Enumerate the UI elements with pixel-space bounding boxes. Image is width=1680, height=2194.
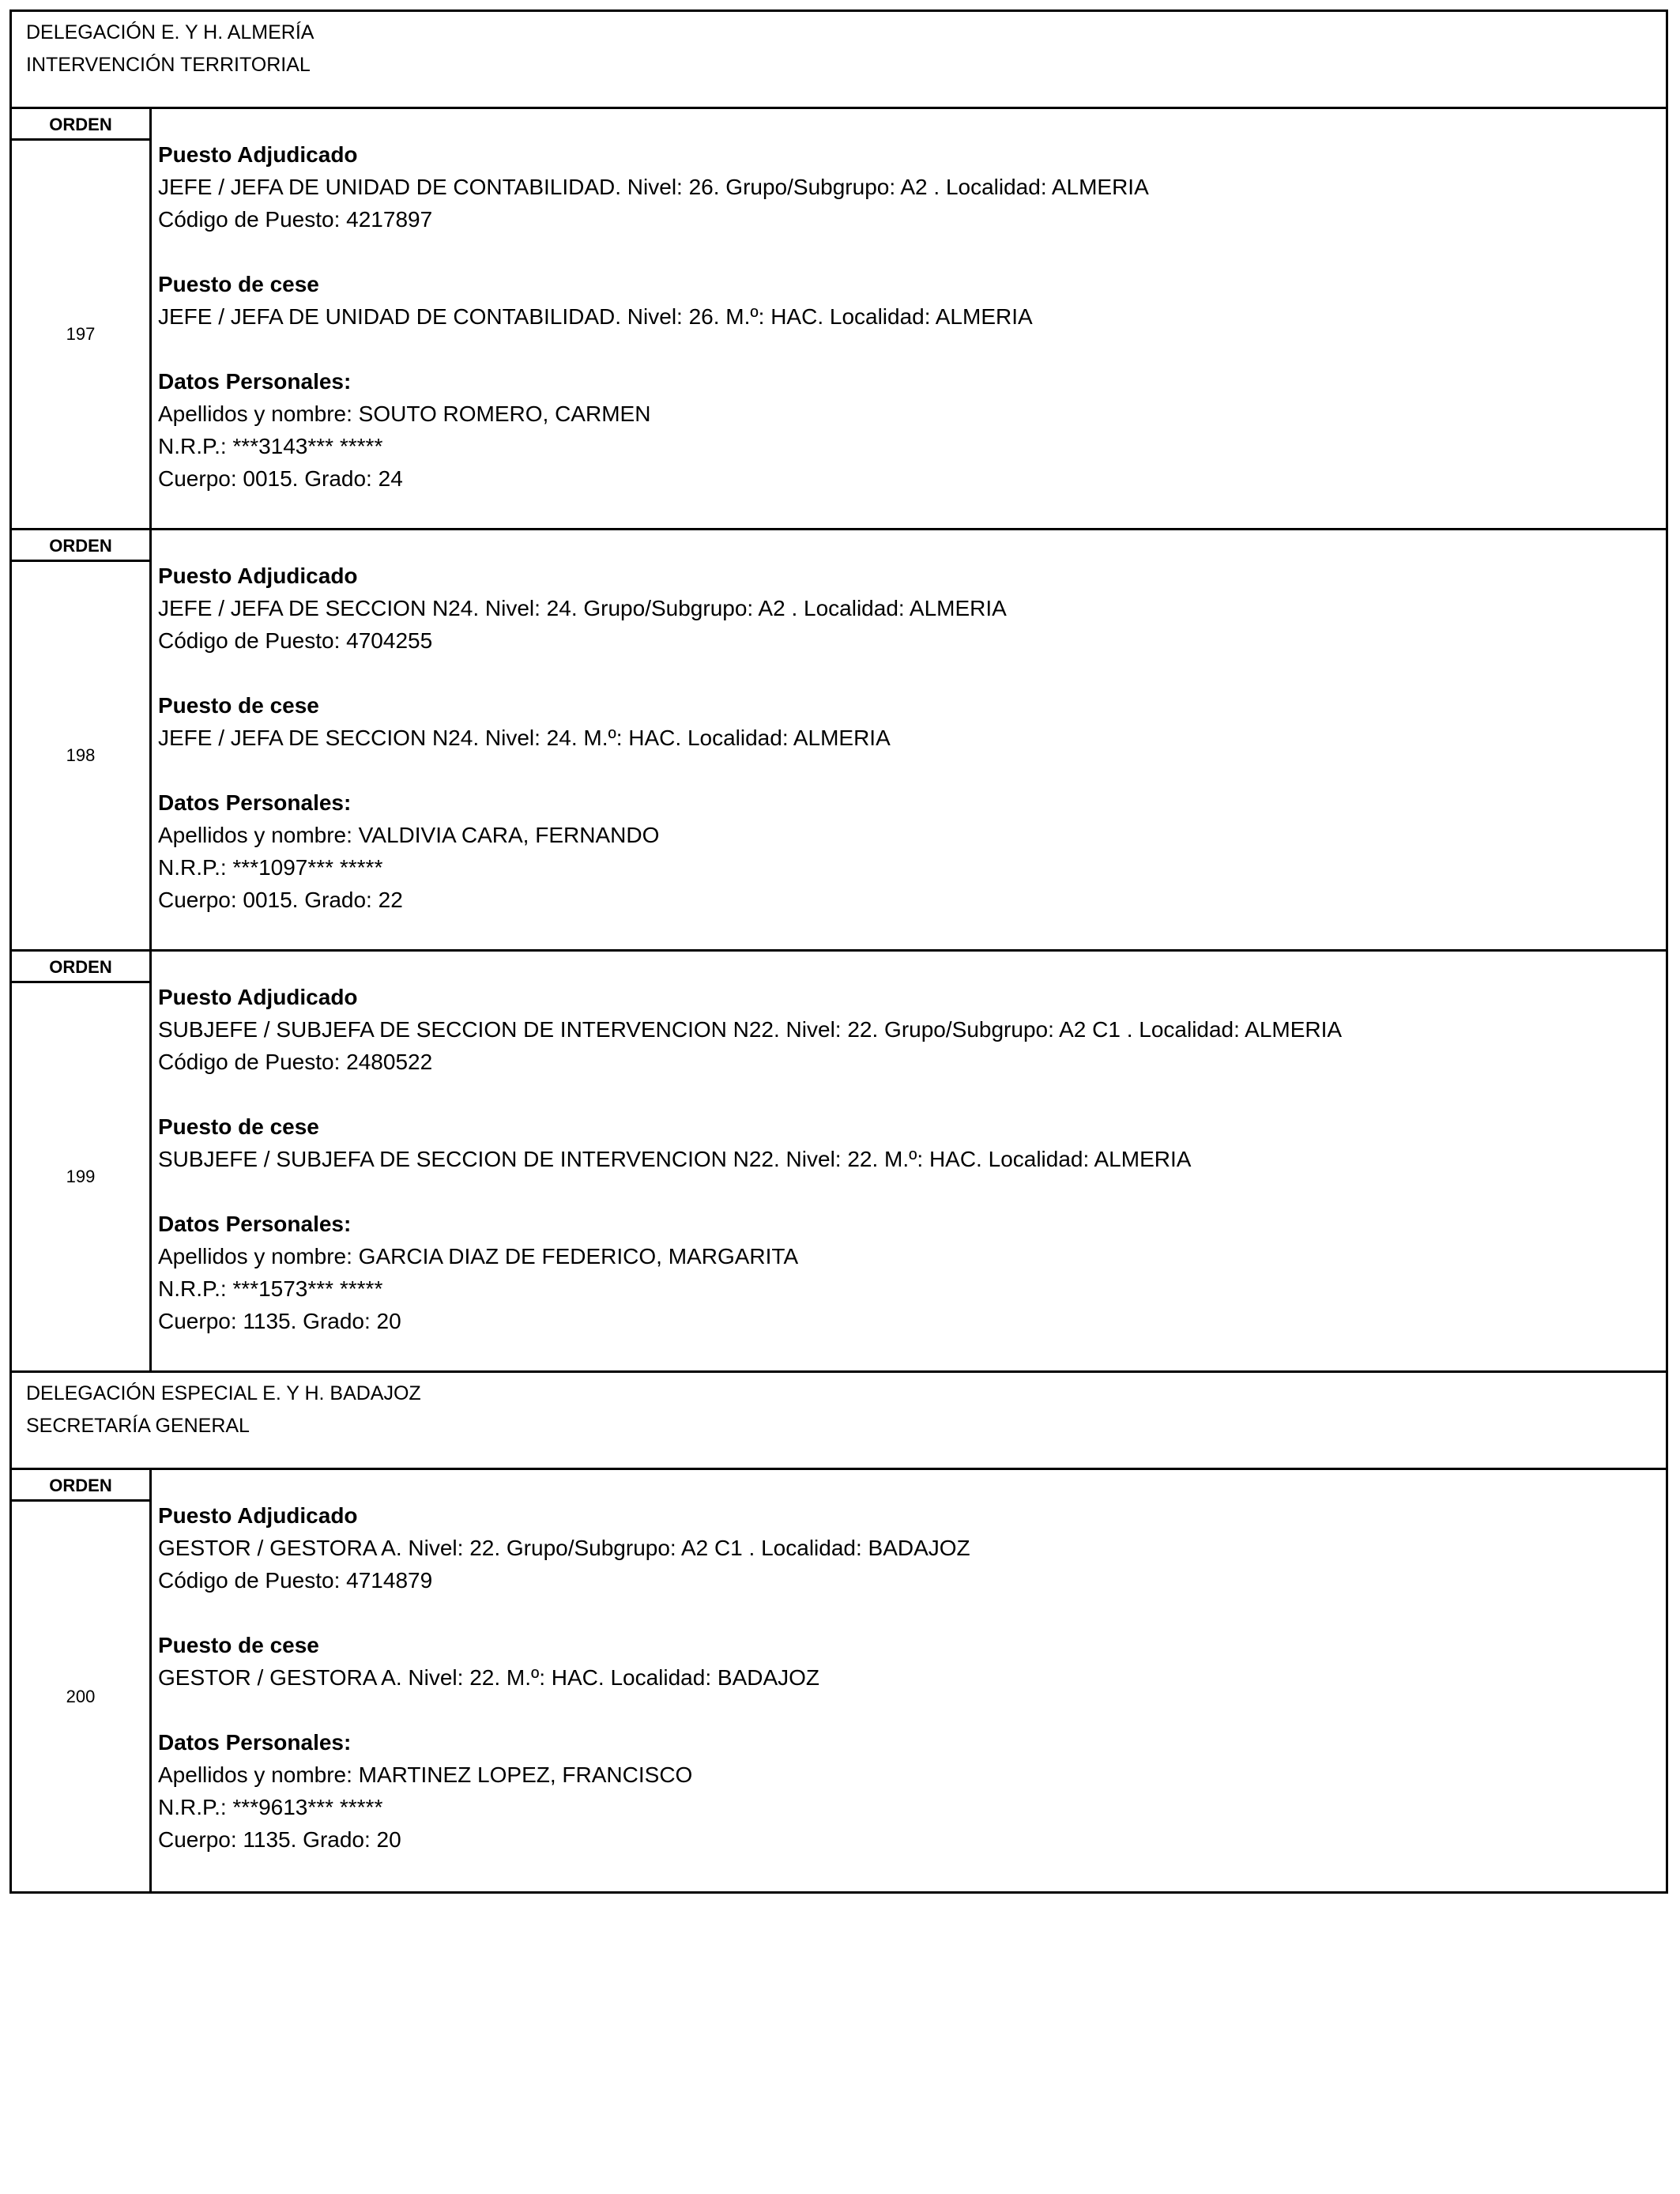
puesto-adjudicado-line: GESTOR / GESTORA A. Nivel: 22. Grupo/Subgrupo: A2 C1 . Localidad: BADAJOZ — [158, 1536, 970, 1560]
unidad-title: INTERVENCIÓN TERRITORIAL — [26, 54, 311, 76]
orden-column — [12, 530, 152, 949]
apellidos-nombre: Apellidos y nombre: GARCIA DIAZ DE FEDERICO, MARGARITA — [158, 1244, 799, 1269]
nrp: N.R.P.: ***3143*** ***** — [158, 434, 383, 458]
puesto-cese-line: JEFE / JEFA DE SECCION N24. Nivel: 24. M.º: HAC. Localidad: ALMERIA — [158, 726, 891, 750]
entry-content — [152, 109, 1666, 528]
cuerpo-grado: Cuerpo: 0015. Grado: 22 — [158, 888, 403, 912]
orden-column — [12, 109, 152, 528]
orden-number: 197 — [66, 324, 96, 344]
puesto-cese-title: Puesto de cese — [158, 693, 319, 718]
codigo-puesto: Código de Puesto: 4704255 — [158, 628, 433, 653]
cuerpo-grado: Cuerpo: 1135. Grado: 20 — [158, 1827, 401, 1852]
apellidos-nombre: Apellidos y nombre: MARTINEZ LOPEZ, FRANCISCO — [158, 1762, 693, 1787]
resolution-table — [9, 9, 1668, 1894]
orden-number: 200 — [66, 1686, 96, 1706]
entry-row — [12, 1470, 1666, 1891]
codigo-puesto: Código de Puesto: 4714879 — [158, 1568, 433, 1593]
codigo-puesto: Código de Puesto: 4217897 — [158, 207, 433, 232]
orden-label: ORDEN — [12, 109, 149, 141]
puesto-adjudicado-title: Puesto Adjudicado — [158, 564, 358, 588]
orden-column — [12, 952, 152, 1370]
apellidos-nombre: Apellidos y nombre: VALDIVIA CARA, FERNANDO — [158, 823, 660, 847]
entry-content — [152, 530, 1666, 949]
orden-label: ORDEN — [12, 1470, 149, 1502]
orden-label: ORDEN — [12, 952, 149, 983]
cuerpo-grado: Cuerpo: 0015. Grado: 24 — [158, 466, 403, 491]
apellidos-nombre: Apellidos y nombre: SOUTO ROMERO, CARMEN — [158, 401, 651, 426]
datos-personales-title: Datos Personales: — [158, 790, 352, 815]
delegacion-title: DELEGACIÓN ESPECIAL E. Y H. BADAJOZ — [26, 1382, 421, 1404]
puesto-adjudicado-title: Puesto Adjudicado — [158, 985, 358, 1009]
group-header-almeria — [12, 12, 1666, 109]
orden-label: ORDEN — [12, 530, 149, 562]
puesto-adjudicado-title: Puesto Adjudicado — [158, 1503, 358, 1528]
nrp: N.R.P.: ***1573*** ***** — [158, 1276, 383, 1301]
puesto-adjudicado-line: SUBJEFE / SUBJEFA DE SECCION DE INTERVENCION N22. Nivel: 22. Grupo/Subgrupo: A2 C1 . Localidad: ALMERIA — [158, 1017, 1343, 1042]
unidad-title: SECRETARÍA GENERAL — [26, 1415, 250, 1437]
entry-content — [152, 1470, 1666, 1891]
orden-number: 199 — [66, 1167, 96, 1186]
codigo-puesto: Código de Puesto: 2480522 — [158, 1050, 433, 1074]
entry-row — [12, 952, 1666, 1373]
nrp: N.R.P.: ***1097*** ***** — [158, 855, 383, 880]
orden-column — [12, 1470, 152, 1891]
datos-personales-title: Datos Personales: — [158, 1212, 352, 1236]
puesto-adjudicado-line: JEFE / JEFA DE SECCION N24. Nivel: 24. Grupo/Subgrupo: A2 . Localidad: ALMERIA — [158, 596, 1007, 620]
cuerpo-grado: Cuerpo: 1135. Grado: 20 — [158, 1309, 401, 1333]
puesto-adjudicado-line: JEFE / JEFA DE UNIDAD DE CONTABILIDAD. Nivel: 26. Grupo/Subgrupo: A2 . Localidad: ALMERIA — [158, 175, 1149, 199]
puesto-cese-title: Puesto de cese — [158, 1114, 319, 1139]
puesto-cese-title: Puesto de cese — [158, 1633, 319, 1657]
orden-number: 198 — [66, 745, 96, 765]
datos-personales-title: Datos Personales: — [158, 1730, 352, 1755]
puesto-cese-line: GESTOR / GESTORA A. Nivel: 22. M.º: HAC. Localidad: BADAJOZ — [158, 1665, 820, 1690]
entry-row — [12, 109, 1666, 530]
entry-content — [152, 952, 1666, 1370]
puesto-cese-line: SUBJEFE / SUBJEFA DE SECCION DE INTERVENCION N22. Nivel: 22. M.º: HAC. Localidad: ALMERIA — [158, 1147, 1192, 1171]
puesto-adjudicado-title: Puesto Adjudicado — [158, 142, 358, 167]
puesto-cese-line: JEFE / JEFA DE UNIDAD DE CONTABILIDAD. Nivel: 26. M.º: HAC. Localidad: ALMERIA — [158, 304, 1033, 329]
entry-row — [12, 530, 1666, 952]
group-header-badajoz — [12, 1373, 1666, 1470]
nrp: N.R.P.: ***9613*** ***** — [158, 1795, 383, 1819]
datos-personales-title: Datos Personales: — [158, 369, 352, 394]
delegacion-title: DELEGACIÓN E. Y H. ALMERÍA — [26, 21, 315, 43]
puesto-cese-title: Puesto de cese — [158, 272, 319, 296]
